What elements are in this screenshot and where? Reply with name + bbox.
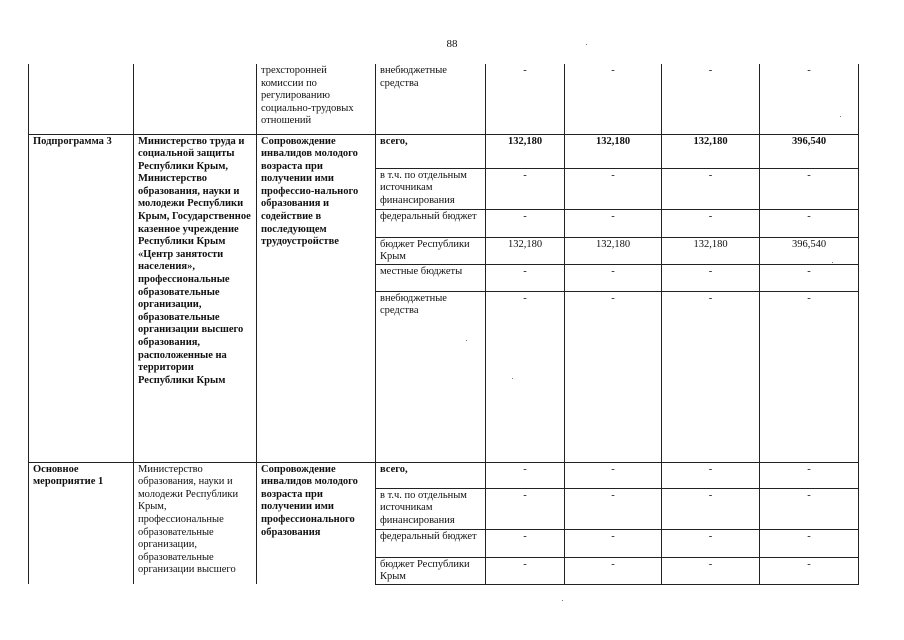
value-cell: - xyxy=(662,64,760,134)
value-cell: - xyxy=(565,291,662,462)
program-cell: Подпрограмма 3 xyxy=(29,134,134,462)
table-row xyxy=(29,64,859,134)
value-cell: 132,180 xyxy=(565,134,662,168)
value-cell: - xyxy=(662,168,760,209)
value-cell: - xyxy=(662,557,760,584)
measure-cell: Сопровождение инвалидов молодого возраста при получении ими профессионального образования xyxy=(257,462,376,584)
program-cell xyxy=(29,64,134,134)
value-cell: - xyxy=(662,291,760,462)
value-cell: - xyxy=(565,488,662,529)
value-cell: - xyxy=(760,168,859,209)
value-cell: - xyxy=(486,209,565,237)
value-cell: - xyxy=(486,462,565,488)
value-cell: - xyxy=(486,291,565,462)
value-cell: - xyxy=(565,462,662,488)
value-cell: 132,180 xyxy=(486,134,565,168)
funding-source-cell: в т.ч. по отдельным источникам финансирования xyxy=(376,168,486,209)
value-cell: 132,180 xyxy=(486,237,565,264)
value-cell: - xyxy=(760,488,859,529)
executor-cell xyxy=(134,64,257,134)
value-cell: - xyxy=(760,209,859,237)
funding-source-cell: федеральный бюджет xyxy=(376,209,486,237)
value-cell: - xyxy=(565,64,662,134)
value-cell: - xyxy=(760,529,859,557)
scan-speck xyxy=(586,44,587,45)
scan-speck xyxy=(512,378,513,379)
value-cell: 132,180 xyxy=(662,237,760,264)
value-cell: 396,540 xyxy=(760,237,859,264)
executor-cell: Министерство труда и социальной защиты Республики Крым, Министерство образования, науки и молодежи Республики Крым, Государственное казенное учреждение Республики Крым «Центр занятости населения», профессиональные образовательные организации, образовательные организации высшего образования, расположенные на территории Республики Крым xyxy=(134,134,257,462)
value-cell: - xyxy=(565,529,662,557)
measure-cell: Сопровождение инвалидов молодого возраста при получении ими профессио-нального образования и содействие в последующем трудоустройстве xyxy=(257,134,376,462)
funding-source-cell: бюджет Республики Крым xyxy=(376,237,486,264)
funding-source-cell: всего, xyxy=(376,462,486,488)
value-cell: - xyxy=(760,291,859,462)
value-cell: - xyxy=(486,264,565,291)
value-cell: - xyxy=(565,209,662,237)
value-cell: - xyxy=(662,529,760,557)
funding-source-cell: внебюджетные средства xyxy=(376,291,486,462)
value-cell: 396,540 xyxy=(760,134,859,168)
value-cell: - xyxy=(565,557,662,584)
value-cell: 132,180 xyxy=(662,134,760,168)
value-cell: - xyxy=(760,557,859,584)
funding-source-cell: бюджет Республики Крым xyxy=(376,557,486,584)
value-cell: - xyxy=(760,64,859,134)
table-row xyxy=(29,134,859,168)
value-cell: - xyxy=(486,64,565,134)
measure-cell: трехсторонней комиссии по регулированию социально-трудовых отношений xyxy=(257,64,376,134)
funding-source-cell: всего, xyxy=(376,134,486,168)
value-cell: - xyxy=(565,168,662,209)
value-cell: - xyxy=(486,488,565,529)
value-cell: - xyxy=(486,168,565,209)
value-cell: - xyxy=(662,488,760,529)
value-cell: - xyxy=(662,209,760,237)
page-number: 88 xyxy=(446,38,458,50)
funding-source-cell: внебюджетные средства xyxy=(376,64,486,134)
value-cell: - xyxy=(760,462,859,488)
scan-speck xyxy=(840,116,841,117)
scan-speck xyxy=(832,262,833,263)
funding-source-cell: федеральный бюджет xyxy=(376,529,486,557)
value-cell: - xyxy=(486,557,565,584)
funding-source-cell: в т.ч. по отдельным источникам финансирования xyxy=(376,488,486,529)
value-cell: - xyxy=(662,462,760,488)
scan-speck xyxy=(562,600,563,601)
program-cell: Основное мероприятие 1 xyxy=(29,462,134,584)
value-cell: - xyxy=(565,264,662,291)
value-cell: - xyxy=(662,264,760,291)
executor-cell: Министерство образования, науки и молодежи Республики Крым, профессиональные образовательные организации, образовательные организации высшего xyxy=(134,462,257,584)
table-row xyxy=(29,462,859,488)
scan-speck xyxy=(466,340,467,341)
value-cell: - xyxy=(486,529,565,557)
funding-source-cell: местные бюджеты xyxy=(376,264,486,291)
value-cell: - xyxy=(760,264,859,291)
budget-table xyxy=(28,64,859,585)
value-cell: 132,180 xyxy=(565,237,662,264)
